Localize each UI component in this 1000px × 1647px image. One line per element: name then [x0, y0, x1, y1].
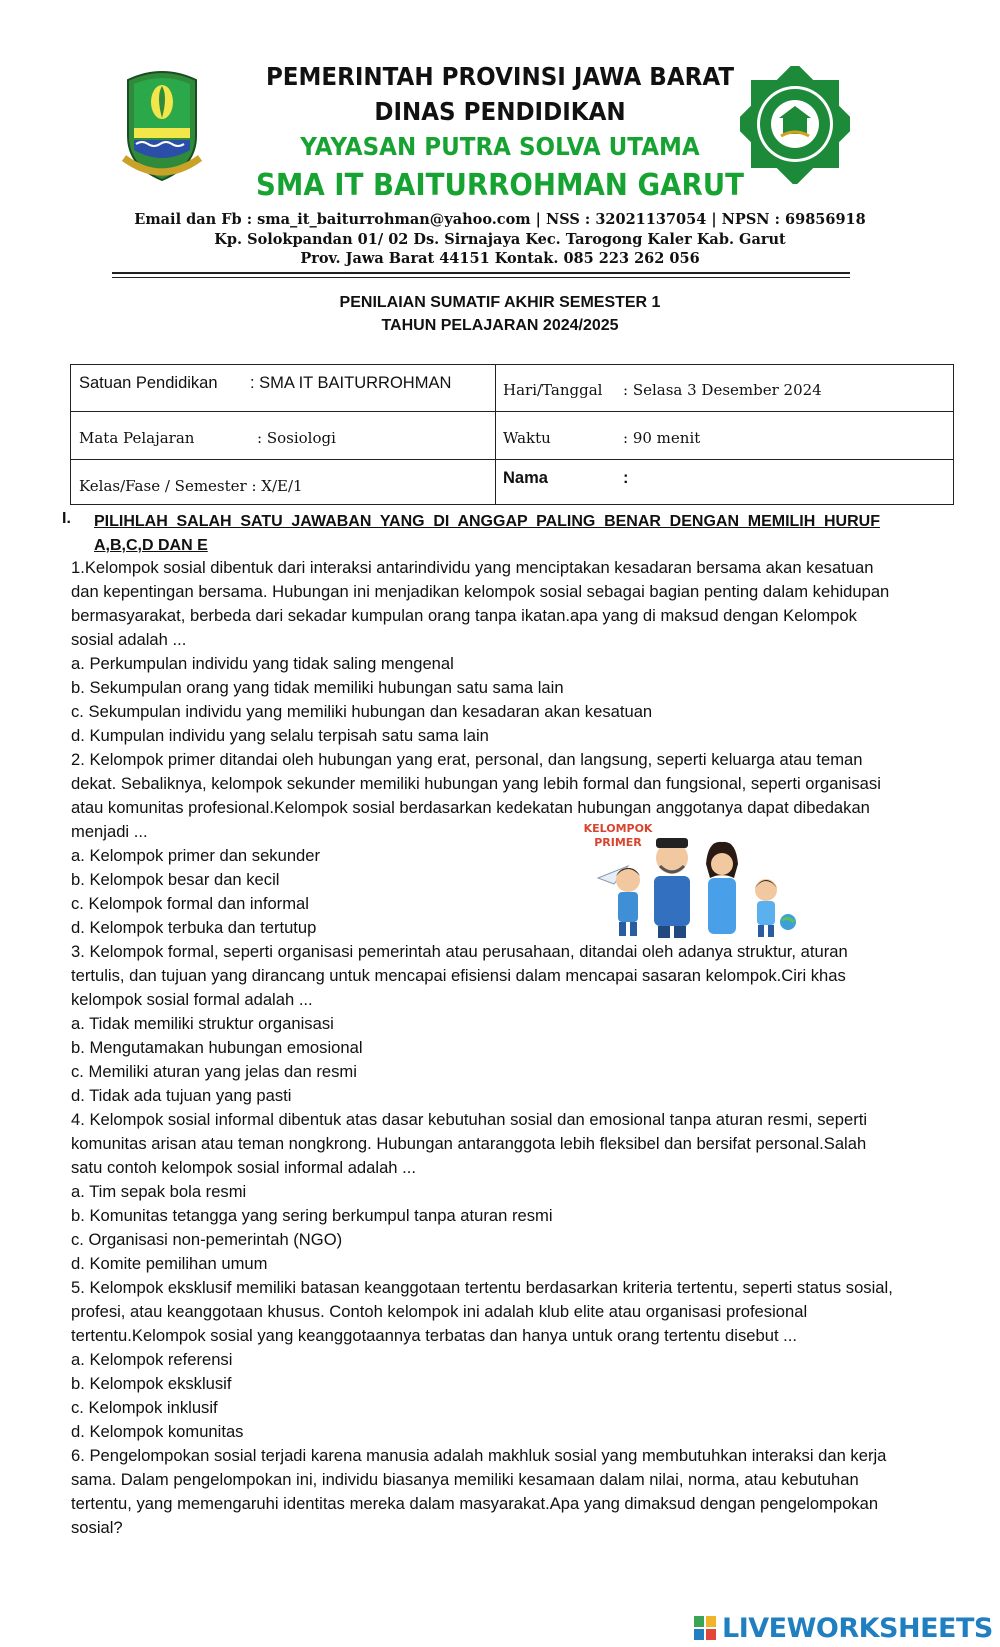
- answer-option: d. Kelompok komunitas: [71, 1422, 244, 1441]
- question-6: [71, 1444, 893, 1540]
- info-date-cell: [503, 381, 822, 399]
- answer-option: b. Mengutamakan hubungan emosional: [71, 1038, 363, 1057]
- watermark-text: LIVEWORKSHEETS: [722, 1612, 993, 1644]
- info-date-value: : Selasa 3 Desember 2024: [623, 381, 822, 399]
- info-school-cell: [79, 374, 451, 393]
- answer-option: b. Kelompok eksklusif: [71, 1374, 232, 1393]
- info-time-cell: [503, 429, 700, 447]
- answer-option: a. Perkumpulan individu yang tidak saling mengenal: [71, 654, 454, 673]
- letterhead-province-contact: Prov. Jawa Barat 44151 Kontak. 085 223 262 056: [300, 250, 700, 267]
- question-3: [71, 940, 893, 1108]
- section-number: I.: [62, 510, 71, 527]
- info-time-label: Waktu: [503, 429, 551, 447]
- answer-option: d. Komite pemilihan umum: [71, 1254, 268, 1273]
- answer-option: b. Sekumpulan orang yang tidak memiliki hubungan satu sama lain: [71, 678, 564, 697]
- exam-title: PENILAIAN SUMATIF AKHIR SEMESTER 1: [339, 294, 661, 311]
- question-text: 6. Pengelompokan sosial terjadi karena manusia adalah makhluk sosial yang membutuhkan interaksi dan kerja sama. Dalam pengelompokan ini, individu biasanya memiliki kesamaan dalam nilai, norma, atau kebutuhan tertentu, yang memengaruhi identitas mereka dalam masyarakat.Apa yang dimaksud dengan pengelompokan sosial?: [71, 1446, 887, 1537]
- answer-option: d. Kelompok terbuka dan tertutup: [71, 918, 317, 937]
- answer-option: c. Sekumpulan individu yang memiliki hubungan dan kesadaran akan kesatuan: [71, 702, 653, 721]
- answer-option: c. Kelompok inklusif: [71, 1398, 218, 1417]
- letterhead-department: DINAS PENDIDIKAN: [374, 97, 626, 126]
- answer-option: a. Tidak memiliki struktur organisasi: [71, 1014, 334, 1033]
- letterhead-divider-thin: [112, 277, 850, 278]
- answer-option: c. Memiliki aturan yang jelas dan resmi: [71, 1062, 357, 1081]
- section-instruction: PILIHLAH SALAH SATU JAWABAN YANG DI ANGGAP PALING BENAR DENGAN MEMILIH HURUF A,B,C,D DAN E: [94, 513, 880, 554]
- answer-option: a. Tim sepak bola resmi: [71, 1182, 247, 1201]
- answer-option: a. Kelompok primer dan sekunder: [71, 846, 321, 865]
- info-name-value: :: [623, 469, 629, 487]
- school-logo: [740, 66, 850, 184]
- question-text: 5. Kelompok eksklusif memiliki batasan keanggotaan tertentu berdasarkan kriteria tertentu, seperti status sosial, profesi, atau keanggotaan khusus. Contoh kelompok ini adalah klub elite atau organisasi profesional tertentu.Kelompok sosial yang keanggotaannya terbatas dan hanya untuk orang tertentu disebut ...: [71, 1278, 893, 1345]
- info-name-label: Nama: [503, 469, 548, 487]
- letterhead-school-name: SMA IT BAITURROHMAN GARUT: [255, 168, 745, 203]
- question-4: [71, 1108, 893, 1276]
- answer-option: c. Organisasi non-pemerintah (NGO): [71, 1230, 343, 1249]
- question-1: [71, 556, 893, 748]
- info-school-value: : SMA IT BAITURROHMAN: [250, 374, 452, 392]
- letterhead-divider: [112, 272, 850, 274]
- answer-option: b. Komunitas tetangga yang sering berkumpul tanpa aturan resmi: [71, 1206, 553, 1225]
- answer-option: a. Kelompok referensi: [71, 1350, 233, 1369]
- info-subject-label: Mata Pelajaran: [79, 429, 195, 447]
- liveworksheets-logo-icon: [694, 1616, 716, 1640]
- west-java-crest-logo: [120, 66, 204, 184]
- liveworksheets-watermark: [694, 1614, 993, 1642]
- letterhead-government: PEMERINTAH PROVINSI JAWA BARAT: [265, 62, 735, 91]
- family-illustration-icon: [584, 818, 816, 940]
- illustration-caption-1: KELOMPOK: [584, 822, 653, 835]
- info-date-label: Hari/Tanggal: [503, 381, 603, 399]
- answer-option: d. Tidak ada tujuan yang pasti: [71, 1086, 292, 1105]
- question-text: 3. Kelompok formal, seperti organisasi pemerintah atau perusahaan, ditandai oleh adanya struktur, aturan tertulis, dan tujuan yang dirancang untuk mencapai efisiensi dalam mencapai sasaran kelompok.Ciri khas kelompok sosial formal adalah ...: [71, 942, 848, 1009]
- info-school-label: Satuan Pendidikan: [79, 374, 218, 392]
- answer-option: b. Kelompok besar dan kecil: [71, 870, 280, 889]
- info-class-cell: Kelas/Fase / Semester : X/E/1: [79, 477, 303, 495]
- answer-option: d. Kumpulan individu yang selalu terpisah satu sama lain: [71, 726, 489, 745]
- info-name-cell: [503, 469, 629, 488]
- question-text: 4. Kelompok sosial informal dibentuk atas dasar kebutuhan sosial dan emosional tanpa aturan resmi, seperti komunitas arisan atau teman nongkrong. Hubungan antaranggota lebih fleksibel dan bersifat personal.Salah satu contoh kelompok sosial informal adalah ...: [71, 1110, 868, 1177]
- answer-option: c. Kelompok formal dan informal: [71, 894, 309, 913]
- letterhead-contact-email: Email dan Fb : sma_it_baiturrohman@yahoo.com | NSS : 32021137054 | NPSN : 69856918: [134, 211, 866, 228]
- letterhead-address: Kp. Solokpandan 01/ 02 Ds. Sirnajaya Kec. Tarogong Kaler Kab. Garut: [214, 231, 786, 248]
- question-5: [71, 1276, 893, 1444]
- letterhead-foundation: YAYASAN PUTRA SOLVA UTAMA: [300, 132, 700, 161]
- question-text: 1.Kelompok sosial dibentuk dari interaksi antarindividu yang menciptakan kesadaran bersama akan kesatuan dan kepentingan bersama. Hubungan ini menjadikan kelompok sosial sebagai bagian penting dalam kehidupan bermasyarakat, berbeda dari sekadar kumpulan orang tanpa ikatan.apa yang di maksud dengan Kelompok sosial adalah ...: [71, 558, 890, 649]
- exam-year: TAHUN PELAJARAN 2024/2025: [381, 317, 619, 334]
- question-list: [71, 556, 893, 1540]
- info-subject-cell: [79, 429, 336, 447]
- info-subject-value: : Sosiologi: [257, 429, 336, 447]
- info-time-value: : 90 menit: [623, 429, 701, 447]
- exam-info-table: [70, 364, 954, 505]
- illustration-caption-2: PRIMER: [594, 836, 642, 849]
- question-text: 2. Kelompok primer ditandai oleh hubungan yang erat, personal, dan langsung, seperti keluarga atau teman dekat. Sebaliknya, kelompok sekunder memiliki hubungan yang lebih formal dan fungsional, seperti organisasi atau komunitas profesional.Kelompok sosial berdasarkan kedekatan hubungan anggotanya dapat dibedakan menjadi ...: [71, 750, 881, 841]
